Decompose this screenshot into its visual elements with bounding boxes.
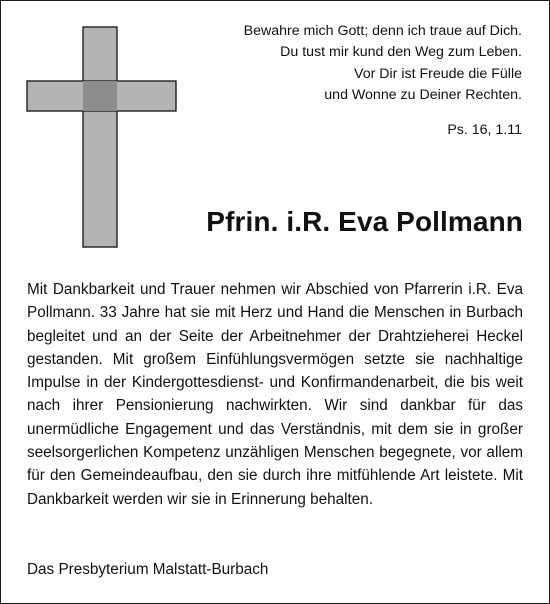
bible-verse — [202, 21, 522, 106]
obituary-text: Mit Dankbarkeit und Trauer nehmen wir Abschied von Pfarrerin i.R. Eva Pollmann. 33 Jahre hat sie mit Herz und Hand die Menschen in Burbach begleitet und an der Seite der Arbeitnehmer der Drahtzieherei Heckel gestanden. Mit großem Einfühlungsvermögen setzte sie nachhaltige Impulse in der Kindergottesdienst- und Konfirmandenarbeit, die bis weit nach ihrer Pensionierung nachwirkten. Wir sind dankbar für das unermüdliche Engagement und das Verständnis, mit dem sie in großer seelsorgerlichen Kompetenz unzähligen Menschen begegnete, vor allem für den Gemeindeaufbau, den sie durch ihre mitfühlende Art leistete. Mit Dankbarkeit werden wir sie in Erinnerung behalten. — [27, 281, 523, 508]
cross-vertical-beam — [83, 27, 117, 247]
verse-line: Vor Dir ist Freude die Fülle — [354, 65, 522, 82]
verse-line: und Wonne zu Deiner Rechten. — [324, 86, 522, 103]
signature: Das Presbyterium Malstatt-Burbach — [27, 561, 269, 578]
cross-center — [83, 81, 117, 111]
verse-line: Du tust mir kund den Weg zum Leben. — [280, 44, 522, 61]
deceased-name: Pfrin. i.R. Eva Pollmann — [206, 206, 523, 237]
verse-line: Bewahre mich Gott; denn ich traue auf Dich. — [243, 23, 522, 39]
verse-reference: Ps. 16, 1.11 — [447, 122, 522, 138]
